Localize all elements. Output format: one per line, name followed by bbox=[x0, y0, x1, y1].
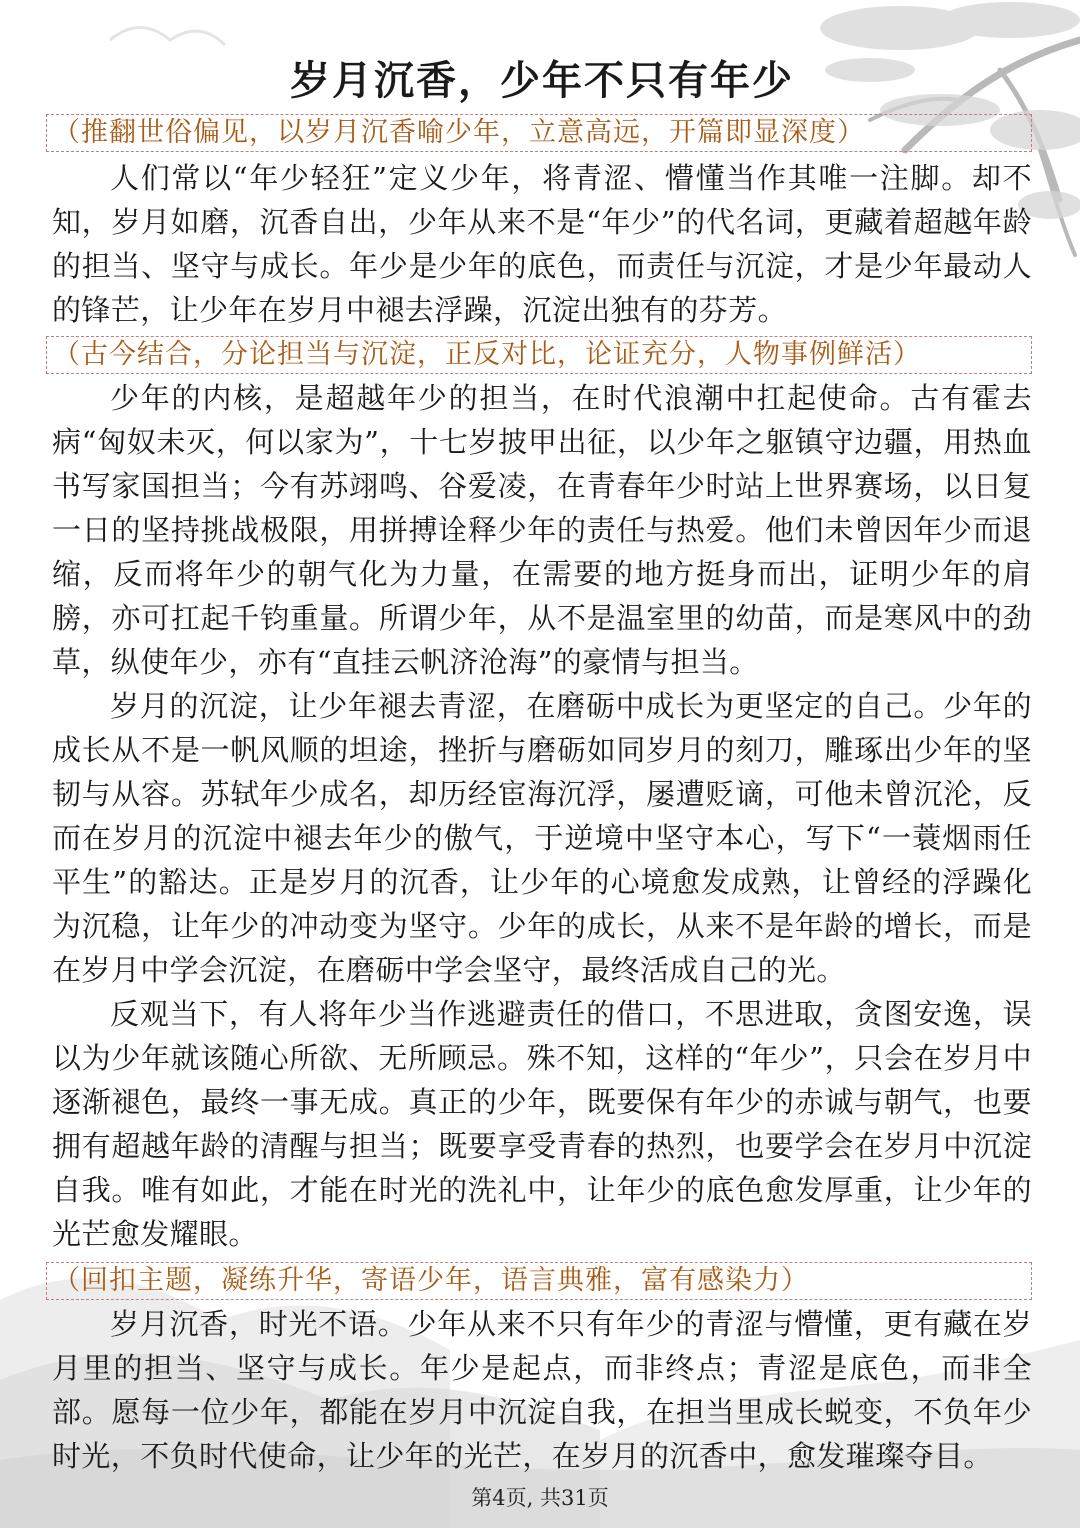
cloud-pattern bbox=[110, 28, 225, 46]
paragraph: 反观当下，有人将年少当作逃避责任的借口，不思进取，贪图安逸，误以为少年就该随心所欲、无所顾忌。殊不知，这样的“年少”，只会在岁月中逐渐褪色，最终一事无成。真正的少年，既要保有年少的赤诚与朝气，也要拥有超越年龄的清醒与担当；既要享受青春的热烈，也要学会在岁月中沉淀自我。唯有如此，才能在时光的洗礼中，让年少的底色愈发厚重，让少年的光芒愈发耀眼。 bbox=[52, 997, 1032, 1251]
paragraph: 岁月的沉淀，让少年褪去青涩，在磨砺中成长为更坚定的自己。少年的成长从不是一帆风顺的坦途，挫折与磨砺如同岁月的刻刀，雕琢出少年的坚韧与从容。苏轼年少成名，却历经宦海沉浮，屡遭贬谪，可他未曾沉沦，反而在岁月的沉淀中褪去年少的傲气，于逆境中坚守本心，写下“一蓑烟雨任平生”的豁达。正是岁月的沉香，让少年的心境愈发成熟，让曾经的浮躁化为沉稳，让年少的冲动变为坚守。少年的成长，从来不是年龄的增长，而是在岁月中学会沉淀，在磨砺中学会坚守，最终活成自己的光。 bbox=[52, 689, 1032, 987]
annotation-comment: （回扣主题，凝练升华，寄语少年，语言典雅，富有感染力） bbox=[46, 1262, 1032, 1300]
paragraph: 岁月沉香，时光不语。少年从来不只有年少的青涩与懵懂，更有藏在岁月里的担当、坚守与成长。年少是起点，而非终点；青涩是底色，而非全部。愿每一位少年，都能在岁月中沉淀自我，在担当里成长蜕变，不负年少时光，不负时代使命，让少年的光芒，在岁月的沉香中，愈发璀璨夺目。 bbox=[52, 1307, 1032, 1473]
page-number: 第4页, 共31页 bbox=[471, 1486, 609, 1510]
paragraph: 人们常以“年少轻狂”定义少年，将青涩、懵懂当作其唯一注脚。却不知，岁月如磨，沉香自出，少年从来不是“年少”的代名词，更藏着超越年龄的担当、坚守与成长。年少是少年的底色，而责任与沉淀，才是少年最动人的锋芒，让少年在岁月中褪去浮躁，沉淀出独有的芬芳。 bbox=[52, 161, 1032, 327]
paragraph: 少年的内核，是超越年少的担当，在时代浪潮中扛起使命。古有霍去病“匈奴未灭，何以家为”，十七岁披甲出征，以少年之躯镇守边疆，用热血书写家国担当；今有苏翊鸣、谷爱凌，在青春年少时站上世界赛场，以日复一日的坚持挑战极限，用拼搏诠释少年的责任与热爱。他们未曾因年少而退缩，反而将年少的朝气化为力量，在需要的地方挺身而出，证明少年的肩膀，亦可扛起千钧重量。所谓少年，从不是温室里的幼苗，而是寒风中的劲草，纵使年少，亦有“直挂云帆济沧海”的豪情与担当。 bbox=[52, 381, 1032, 679]
document-content bbox=[52, 52, 1032, 1478]
annotation-comment: （古今结合，分论担当与沉淀，正反对比，论证充分，人物事例鲜活） bbox=[46, 336, 1032, 374]
annotation-comment: （推翻世俗偏见，以岁月沉香喻少年，立意高远，开篇即显深度） bbox=[46, 114, 1032, 152]
page-title: 岁月沉香，少年不只有年少 bbox=[290, 57, 794, 104]
